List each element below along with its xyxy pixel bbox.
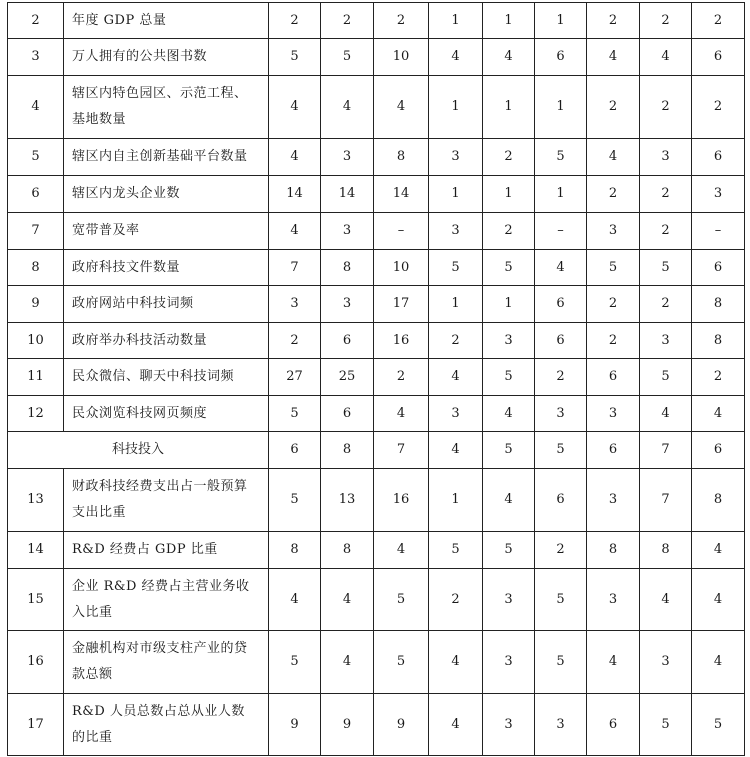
- value-cell: 2: [692, 359, 745, 396]
- value-cell: 4: [692, 569, 745, 631]
- value-cell: 1: [535, 76, 587, 139]
- value-cell: 3: [587, 213, 640, 250]
- table-row: [8, 76, 745, 139]
- value-cell: –: [692, 213, 745, 250]
- value-cell: 6: [321, 323, 374, 359]
- value-cell: 9: [269, 694, 321, 756]
- value-cell: 4: [640, 569, 692, 631]
- table-row: [8, 3, 745, 39]
- value-cell: 5: [535, 139, 587, 176]
- value-cell: 1: [535, 176, 587, 213]
- value-cell: 14: [374, 176, 429, 213]
- value-cell: 5: [535, 631, 587, 694]
- value-cell: 6: [321, 396, 374, 432]
- value-cell: 3: [483, 694, 535, 756]
- value-cell: 6: [692, 139, 745, 176]
- value-cell: 3: [640, 139, 692, 176]
- value-cell: 8: [374, 139, 429, 176]
- value-cell: 4: [587, 39, 640, 76]
- value-cell: 2: [321, 3, 374, 39]
- value-cell: 2: [640, 76, 692, 139]
- indicator-name: 民众浏览科技网页频度: [64, 396, 269, 432]
- value-cell: 5: [321, 39, 374, 76]
- value-cell: –: [374, 213, 429, 250]
- table-row: [8, 469, 745, 532]
- value-cell: 2: [483, 213, 535, 250]
- indicator-name: 万人拥有的公共图书数: [64, 39, 269, 76]
- value-cell: 4: [429, 39, 483, 76]
- value-cell: 2: [587, 3, 640, 39]
- value-cell: 5: [269, 39, 321, 76]
- value-cell: 4: [640, 396, 692, 432]
- value-cell: 1: [429, 76, 483, 139]
- indicator-name: [64, 694, 269, 756]
- value-cell: 4: [483, 396, 535, 432]
- indicator-name-line: R&D 人员总数占总从业人数: [72, 703, 245, 719]
- value-cell: 8: [587, 532, 640, 569]
- value-cell: 4: [429, 359, 483, 396]
- indicator-name: 年度 GDP 总量: [64, 3, 269, 39]
- row-number: 13: [8, 469, 64, 532]
- indicator-name-line: 支出比重: [72, 505, 127, 520]
- indicator-name: 民众微信、聊天中科技词频: [64, 359, 269, 396]
- value-cell: 17: [374, 286, 429, 323]
- value-cell: 4: [321, 76, 374, 139]
- value-cell: 6: [535, 469, 587, 532]
- value-cell: 2: [483, 139, 535, 176]
- table-row: [8, 396, 745, 432]
- row-number: 2: [8, 3, 64, 39]
- value-cell: 13: [321, 469, 374, 532]
- value-cell: 1: [429, 176, 483, 213]
- value-cell: 7: [640, 469, 692, 532]
- indicator-name: [64, 469, 269, 532]
- value-cell: 5: [374, 569, 429, 631]
- row-number: 10: [8, 323, 64, 359]
- value-cell: 3: [535, 694, 587, 756]
- table-row: [8, 569, 745, 631]
- value-cell: 2: [374, 3, 429, 39]
- indicator-name: 辖区内自主创新基础平台数量: [64, 139, 269, 176]
- value-cell: 4: [374, 396, 429, 432]
- indicator-name: [64, 76, 269, 139]
- value-cell: 3: [429, 213, 483, 250]
- value-cell: 5: [535, 432, 587, 469]
- value-cell: 1: [483, 176, 535, 213]
- value-cell: 5: [483, 359, 535, 396]
- value-cell: 3: [483, 569, 535, 631]
- value-cell: 3: [321, 139, 374, 176]
- indicator-name: 政府网站中科技词频: [64, 286, 269, 323]
- value-cell: 2: [269, 323, 321, 359]
- value-cell: 7: [269, 250, 321, 286]
- row-number: 9: [8, 286, 64, 323]
- value-cell: 1: [429, 286, 483, 323]
- value-cell: 2: [374, 359, 429, 396]
- value-cell: 5: [269, 396, 321, 432]
- value-cell: 4: [692, 631, 745, 694]
- row-number: 15: [8, 569, 64, 631]
- value-cell: 5: [483, 250, 535, 286]
- indicator-table: [7, 2, 745, 756]
- value-cell: 4: [429, 694, 483, 756]
- table-row: [8, 359, 745, 396]
- value-cell: 8: [692, 469, 745, 532]
- value-cell: 2: [535, 532, 587, 569]
- value-cell: 3: [535, 396, 587, 432]
- value-cell: 2: [587, 286, 640, 323]
- value-cell: 7: [374, 432, 429, 469]
- value-cell: 3: [640, 323, 692, 359]
- value-cell: 2: [640, 213, 692, 250]
- value-cell: 1: [429, 469, 483, 532]
- value-cell: 2: [640, 286, 692, 323]
- value-cell: 4: [692, 396, 745, 432]
- row-number: 12: [8, 396, 64, 432]
- value-cell: 5: [587, 250, 640, 286]
- value-cell: 16: [374, 469, 429, 532]
- value-cell: 4: [429, 631, 483, 694]
- value-cell: 4: [429, 432, 483, 469]
- value-cell: 5: [640, 250, 692, 286]
- indicator-name-line: 辖区内特色园区、示范工程、: [72, 86, 248, 101]
- row-number: 16: [8, 631, 64, 694]
- value-cell: 4: [374, 76, 429, 139]
- value-cell: 14: [321, 176, 374, 213]
- value-cell: 2: [587, 76, 640, 139]
- value-cell: 1: [429, 3, 483, 39]
- row-number: 17: [8, 694, 64, 756]
- value-cell: 1: [483, 3, 535, 39]
- table-row: [8, 694, 745, 756]
- table-row: [8, 286, 745, 323]
- value-cell: 2: [692, 3, 745, 39]
- indicator-name-line: 基地数量: [72, 112, 127, 127]
- value-cell: 5: [429, 532, 483, 569]
- table-row: [8, 139, 745, 176]
- value-cell: 2: [587, 323, 640, 359]
- indicator-name: 政府科技文件数量: [64, 250, 269, 286]
- value-cell: 2: [640, 176, 692, 213]
- value-cell: 27: [269, 359, 321, 396]
- value-cell: 5: [640, 694, 692, 756]
- value-cell: 2: [640, 3, 692, 39]
- value-cell: 16: [374, 323, 429, 359]
- indicator-name: 辖区内龙头企业数: [64, 176, 269, 213]
- value-cell: 8: [321, 432, 374, 469]
- value-cell: 5: [535, 569, 587, 631]
- value-cell: 4: [269, 569, 321, 631]
- value-cell: 6: [535, 323, 587, 359]
- value-cell: 4: [587, 631, 640, 694]
- section-row: [8, 432, 745, 469]
- value-cell: 4: [321, 569, 374, 631]
- value-cell: 25: [321, 359, 374, 396]
- value-cell: 8: [692, 323, 745, 359]
- value-cell: 2: [429, 323, 483, 359]
- indicator-name-line: 款总额: [72, 667, 113, 682]
- row-number: 7: [8, 213, 64, 250]
- indicator-name: [64, 631, 269, 694]
- row-number: 14: [8, 532, 64, 569]
- value-cell: 5: [483, 532, 535, 569]
- value-cell: 3: [269, 286, 321, 323]
- value-cell: 9: [321, 694, 374, 756]
- value-cell: 4: [587, 139, 640, 176]
- value-cell: 4: [269, 76, 321, 139]
- indicator-name: 宽带普及率: [64, 213, 269, 250]
- value-cell: 3: [429, 139, 483, 176]
- table-row: [8, 323, 745, 359]
- value-cell: 10: [374, 39, 429, 76]
- value-cell: 5: [483, 432, 535, 469]
- value-cell: 2: [535, 359, 587, 396]
- value-cell: 5: [269, 631, 321, 694]
- value-cell: 14: [269, 176, 321, 213]
- indicator-name-line: 企业 R&D 经费占主营业务收: [72, 578, 250, 594]
- value-cell: 5: [269, 469, 321, 532]
- row-number: 6: [8, 176, 64, 213]
- table-row: [8, 532, 745, 569]
- indicator-name-line: 财政科技经费支出占一般预算: [72, 479, 248, 494]
- value-cell: 6: [535, 286, 587, 323]
- value-cell: 4: [321, 631, 374, 694]
- value-cell: 1: [535, 3, 587, 39]
- value-cell: –: [535, 213, 587, 250]
- value-cell: 3: [429, 396, 483, 432]
- value-cell: 6: [587, 432, 640, 469]
- value-cell: 2: [429, 569, 483, 631]
- value-cell: 4: [374, 532, 429, 569]
- value-cell: 8: [321, 532, 374, 569]
- value-cell: 5: [429, 250, 483, 286]
- table-row: [8, 39, 745, 76]
- value-cell: 1: [483, 76, 535, 139]
- value-cell: 8: [640, 532, 692, 569]
- value-cell: 6: [692, 39, 745, 76]
- value-cell: 7: [640, 432, 692, 469]
- value-cell: 4: [269, 213, 321, 250]
- value-cell: 3: [483, 323, 535, 359]
- value-cell: 8: [321, 250, 374, 286]
- row-number: 5: [8, 139, 64, 176]
- value-cell: 6: [587, 694, 640, 756]
- table-body: [8, 3, 745, 756]
- section-label: 科技投入: [8, 432, 269, 469]
- table-row: [8, 176, 745, 213]
- value-cell: 5: [374, 631, 429, 694]
- value-cell: 1: [483, 286, 535, 323]
- value-cell: 5: [692, 694, 745, 756]
- value-cell: 4: [269, 139, 321, 176]
- indicator-name-line: 入比重: [72, 604, 113, 620]
- value-cell: 6: [535, 39, 587, 76]
- row-number: 3: [8, 39, 64, 76]
- value-cell: 5: [640, 359, 692, 396]
- value-cell: 4: [483, 469, 535, 532]
- row-number: 8: [8, 250, 64, 286]
- value-cell: 9: [374, 694, 429, 756]
- indicator-name-line: 的比重: [72, 729, 113, 745]
- value-cell: 6: [692, 432, 745, 469]
- indicator-name: 政府举办科技活动数量: [64, 323, 269, 359]
- value-cell: 4: [640, 39, 692, 76]
- value-cell: 8: [692, 286, 745, 323]
- value-cell: 8: [269, 532, 321, 569]
- value-cell: 3: [587, 396, 640, 432]
- value-cell: 2: [587, 176, 640, 213]
- value-cell: 3: [587, 469, 640, 532]
- value-cell: 3: [483, 631, 535, 694]
- value-cell: 6: [692, 250, 745, 286]
- value-cell: 2: [269, 3, 321, 39]
- value-cell: 4: [483, 39, 535, 76]
- value-cell: 10: [374, 250, 429, 286]
- value-cell: 4: [535, 250, 587, 286]
- value-cell: 3: [321, 213, 374, 250]
- row-number: 11: [8, 359, 64, 396]
- row-number: 4: [8, 76, 64, 139]
- value-cell: 2: [692, 76, 745, 139]
- value-cell: 6: [587, 359, 640, 396]
- value-cell: 3: [640, 631, 692, 694]
- value-cell: 3: [587, 569, 640, 631]
- value-cell: 3: [692, 176, 745, 213]
- table-row: [8, 631, 745, 694]
- table-row: [8, 213, 745, 250]
- value-cell: 6: [269, 432, 321, 469]
- indicator-name-line: 金融机构对市级支柱产业的贷: [72, 641, 248, 656]
- table-row: [8, 250, 745, 286]
- value-cell: 4: [692, 532, 745, 569]
- indicator-name: [64, 569, 269, 631]
- indicator-name: R&D 经费占 GDP 比重: [64, 532, 269, 569]
- value-cell: 3: [321, 286, 374, 323]
